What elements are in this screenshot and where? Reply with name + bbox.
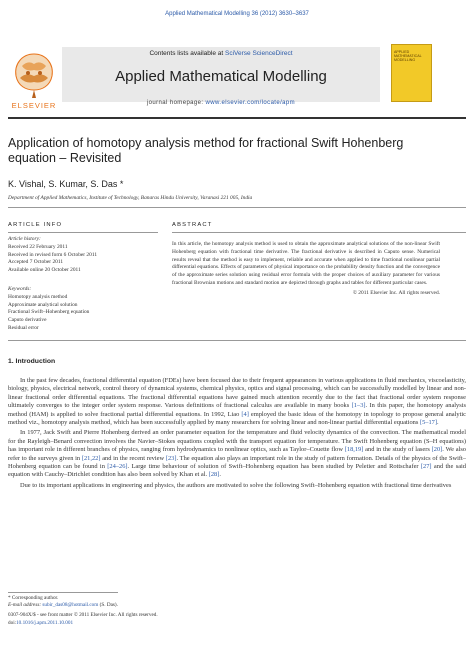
p1-text: employed the basic ideas of the homotopy in topology to propose general analytic method viz., homotopy analysis method, which has been successfully applied by many researchers for solving linear and non-linear partial differential equations xyxy=(8,410,466,427)
history-received: Received 22 February 2011 xyxy=(8,243,68,250)
email-line xyxy=(8,602,466,609)
citation-link[interactable]: [1–3] xyxy=(351,402,366,410)
affiliation-rule xyxy=(8,207,466,208)
keyword: Caputo derivative xyxy=(8,317,47,324)
article-info-rule xyxy=(8,232,158,233)
sciencedirect-link[interactable]: SciVerse ScienceDirect xyxy=(224,50,293,57)
citation-link[interactable]: [20] xyxy=(431,446,443,454)
p2-text: . Large time behaviour of solution of Swift–Hohenberg equation has been studied by Peletier and Rottschafer xyxy=(127,463,421,471)
citation-link[interactable]: [4] xyxy=(241,410,249,418)
p2-text: . We also refer to the surveys given in xyxy=(8,446,467,462)
homepage-link[interactable]: www.elsevier.com/locate/apm xyxy=(205,100,296,106)
email-suffix: (S. Das). xyxy=(99,602,118,609)
running-head: Applied Mathematical Modelling 36 (2012) 3630–3637 xyxy=(165,11,309,17)
introduction-body xyxy=(8,377,466,492)
doi-line xyxy=(8,620,466,627)
article-history xyxy=(8,236,163,275)
journal-cover-text: APPLIED MATHEMATICAL MODELLING xyxy=(394,50,422,63)
p2-text: and in the recent review xyxy=(100,454,166,462)
keyword: Fractional Swift–Hohenberg equation xyxy=(8,309,90,316)
citation-link[interactable]: [28] xyxy=(208,471,220,479)
elsevier-tree-logo xyxy=(8,46,60,100)
history-revised: Received in revised form 6 October 2011 xyxy=(8,251,98,258)
doi-link[interactable]: 10.1016/j.apm.2011.10.001 xyxy=(16,619,74,626)
p2-text: . The equation also plays an important role in the study of pattern formation. Details of the physics of the Swift–Hohenberg equation can be found in xyxy=(8,454,466,471)
abstract-rule xyxy=(172,232,466,233)
keywords-block xyxy=(8,286,163,333)
doi-prefix: doi: xyxy=(8,619,17,626)
p1-text: . In this paper, the homotopy analysis method (HAM) is applied to solve fractional partial differential equations. In 1992, Liao xyxy=(8,402,467,418)
journal-homepage xyxy=(62,100,380,106)
article-title: Application of homotopy analysis method for fractional Swift Hohenberg equation – Revisited xyxy=(8,136,404,165)
footnotes xyxy=(8,595,466,627)
abstract-end-rule xyxy=(8,340,466,341)
history-online: Available online 20 October 2011 xyxy=(8,267,81,274)
issn-line: 0307-904X/$ - see front matter © 2011 Elsevier Inc. All rights reserved. xyxy=(8,612,158,619)
p2-text: In 1977, Jack Swift and Pierre Hohenberg derived an order parameter equation for the temperature and fluid velocity dynamics of the convection. The mathematical model for the Rayleigh–Benard convection involves the Navier–Stokes equations coupled with the transport equation for temperature. The Swift Hohenberg equation (S–H equations) has important role in different branches of physics, ranging from hydrodynamics to nonlinear optics, such as Taylor–Couette flow xyxy=(8,429,466,454)
email-label: E-mail address: xyxy=(8,602,42,609)
keyword: Residual error xyxy=(8,324,39,331)
footnote-rule xyxy=(8,592,118,593)
homepage-prefix: journal homepage: xyxy=(146,100,204,106)
section-heading-introduction: 1. Introduction xyxy=(8,358,56,365)
citation-link[interactable]: [21,22] xyxy=(81,454,101,462)
contents-prefix: Contents lists available at xyxy=(149,50,224,57)
header-rule xyxy=(8,117,466,119)
p2-text: . xyxy=(219,471,221,479)
keyword: Homotopy analysis method xyxy=(8,293,68,300)
abstract-copyright: © 2011 Elsevier Inc. All rights reserved. xyxy=(352,290,440,296)
paragraph-1 xyxy=(8,377,466,427)
keywords-label: Keywords: xyxy=(8,286,32,292)
contents-line xyxy=(62,50,380,57)
author-affiliation: Department of Applied Mathematics, Institute of Technology, Banaras Hindu University, Varanasi 221 005, India xyxy=(8,195,253,201)
corresponding-author-note: * Corresponding author. xyxy=(8,595,59,601)
elsevier-wordmark: ELSEVIER xyxy=(11,101,57,110)
article-authors: K. Vishal, S. Kumar, S. Das * xyxy=(8,179,124,189)
paragraph-2 xyxy=(8,429,466,479)
p2-text: and the said equation with Cauchy–Dirichlet condition has also been solved by Khan et al. xyxy=(8,463,466,479)
history-label: Article history: xyxy=(8,236,41,242)
article-info-heading: ARTICLE INFO xyxy=(8,222,63,228)
citation-link[interactable]: [23] xyxy=(165,454,177,462)
history-accepted: Accepted 7 October 2011 xyxy=(8,259,64,266)
p2-text: and in the study of lasers xyxy=(363,446,432,454)
p1-text: . xyxy=(437,419,439,427)
journal-title: Applied Mathematical Modelling xyxy=(115,68,327,85)
email-link[interactable]: subir_das08@hotmail.com xyxy=(42,602,99,609)
citation-link[interactable]: [18,19] xyxy=(344,446,364,454)
citation-link[interactable]: [27] xyxy=(420,463,432,471)
abstract-heading: ABSTRACT xyxy=(172,222,213,228)
p1-text: In the past few decades, fractional differential equation (FDEs) have been focused due to their frequent appearances in various applications in fluid mechanics, viscoelasticity, biology, physics, electrical network, control theory of dynamical systems, chemical physics, optics and signal processing, which can be successfully modelled by linear and non-linear fractional order differential equations. The fractional differential equations have gained much attention recently due to the fact that fractional order system response ultimately converges to the integer order system response. Various definitions of fractional calculus are available in many books xyxy=(8,377,466,410)
citation-link[interactable]: [24–26] xyxy=(107,463,128,471)
keyword: Approximate analytical solution xyxy=(8,301,78,308)
citation-link[interactable]: [5–17] xyxy=(419,419,438,427)
paragraph-3: Due to its important applications in engineering and physics, the authors are motivated to solve the following Swift–Hohenberg equation with fractional time derivatives xyxy=(20,481,452,489)
abstract-text: In this article, the homotopy analysis method is used to obtain the approximate analytical solutions of the non-linear Swift Hohenberg equation with fractional time derivative. The fractional derivative is described in Caputo sense. Numerical results reveal that the method is easy to implement, reliable and accurate when applied to time fractional nonlinear partial differential equations. Effects of parameters of physical importance on the probability density function and the convergence of the approximate series solution using residual error formula with the proper choices of auxiliary parameter for various fractional Brownian motions and standard motion are depicted through graphs and tables for different particular cases. xyxy=(172,241,440,286)
